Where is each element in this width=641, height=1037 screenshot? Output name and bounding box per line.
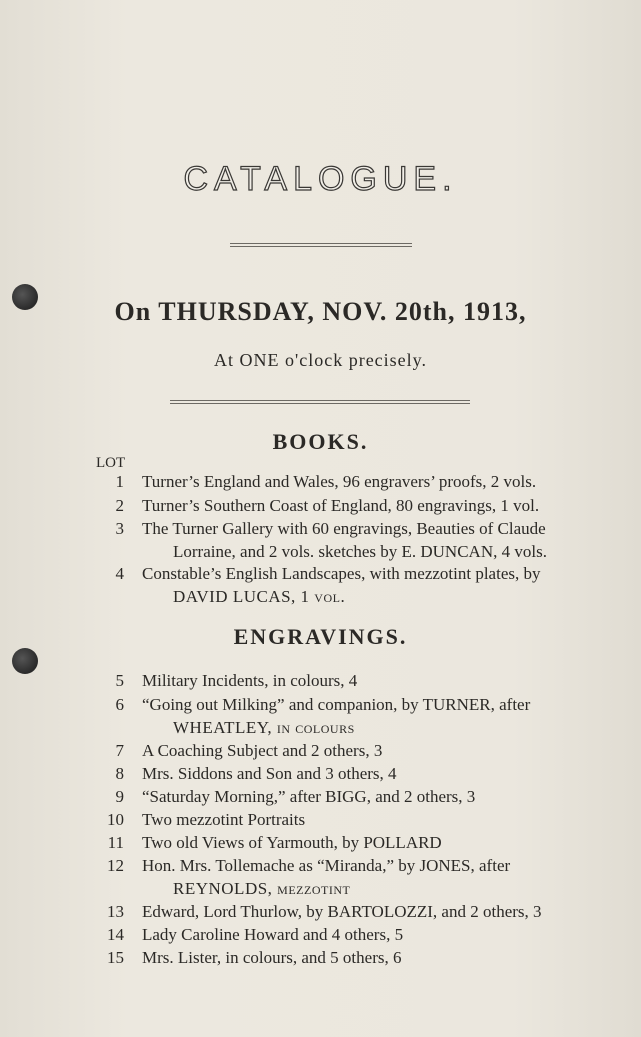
sale-time: At ONE o'clock precisely.	[213, 350, 427, 370]
lot-number: 10	[107, 810, 124, 829]
lot-description: Hon. Mrs. Tollemache as “Miranda,” by JONES, after	[142, 856, 511, 875]
lot-number: 15	[107, 948, 124, 967]
lot-description: “Saturday Morning,” after BIGG, and 2 others, 3	[142, 787, 476, 806]
lot-number: 4	[115, 564, 124, 583]
page-title: CATALOGUE.	[183, 160, 458, 198]
lot-description: Constable’s English Landscapes, with mezzotint plates, by	[142, 564, 541, 583]
divider	[170, 400, 470, 401]
lot-description: Turner’s England and Wales, 96 engravers’ proofs, 2 vols.	[142, 472, 537, 491]
lot-number: 2	[115, 496, 124, 515]
lot-number: 1	[115, 472, 124, 491]
sale-date: On THURSDAY, NOV. 20th, 1913,	[114, 297, 527, 326]
lot-description-continued: Lorraine, and 2 vols. sketches by E. DUNCAN, 4 vols.	[173, 541, 547, 561]
lot-column-label: LOT	[96, 455, 126, 471]
lot-number: 3	[115, 519, 124, 538]
lot-description: Lady Caroline Howard and 4 others, 5	[142, 925, 404, 944]
lot-number: 7	[115, 741, 124, 760]
lot-description: “Going out Milking” and companion, by TURNER, after	[142, 695, 531, 714]
lot-description: The Turner Gallery with 60 engravings, Beauties of Claude	[142, 519, 546, 538]
punch-hole	[12, 648, 38, 674]
lot-number: 13	[107, 902, 124, 921]
divider	[230, 246, 412, 247]
lot-description: Mrs. Siddons and Son and 3 others, 4	[142, 764, 397, 783]
section-heading-books: BOOKS.	[272, 429, 369, 454]
lot-number: 5	[115, 671, 124, 690]
lot-description: Two mezzotint Portraits	[142, 810, 306, 829]
lot-number: 9	[115, 787, 124, 806]
lot-description: Military Incidents, in colours, 4	[142, 671, 358, 690]
lot-number: 11	[107, 833, 124, 852]
section-heading-engravings: ENGRAVINGS.	[233, 624, 408, 649]
divider	[230, 243, 412, 244]
lot-number: 14	[107, 925, 124, 944]
lot-description-continued: REYNOLDS, mezzotint	[173, 878, 351, 898]
lot-number: 12	[107, 856, 124, 875]
lot-description: Mrs. Lister, in colours, and 5 others, 6	[142, 948, 402, 967]
lot-description-continued: WHEATLEY, in colours	[173, 717, 355, 737]
divider	[170, 403, 470, 404]
lot-description: Edward, Lord Thurlow, by BARTOLOZZI, and 2 others, 3	[142, 902, 542, 921]
lot-number: 8	[115, 764, 124, 783]
lot-description: Turner’s Southern Coast of England, 80 engravings, 1 vol.	[142, 496, 540, 515]
lot-description: A Coaching Subject and 2 others, 3	[142, 741, 383, 760]
lot-description: Two old Views of Yarmouth, by POLLARD	[142, 833, 442, 852]
lot-number: 6	[115, 695, 124, 714]
lot-description-continued: DAVID LUCAS, 1 vol.	[173, 586, 346, 606]
